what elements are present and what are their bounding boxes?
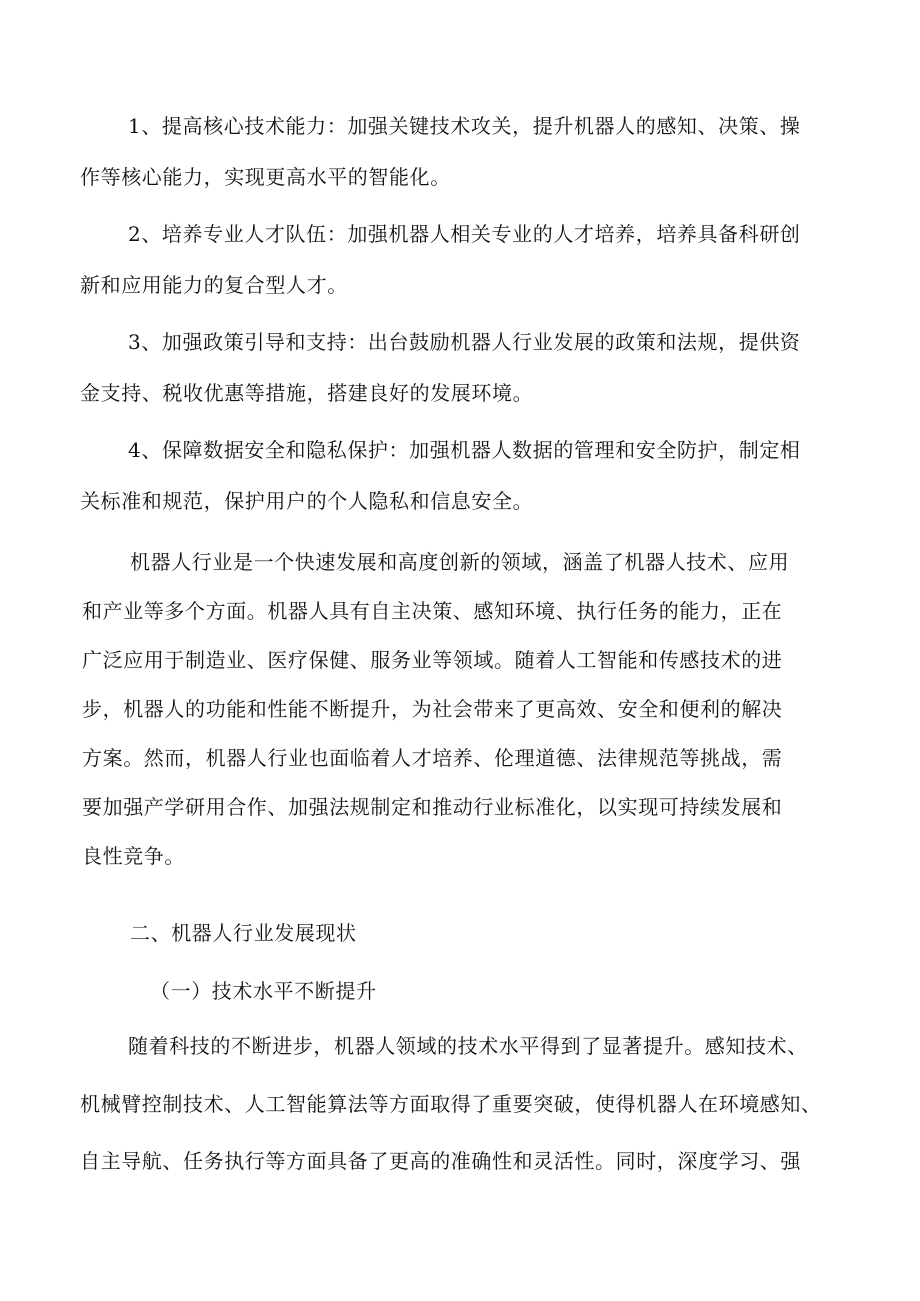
paragraph-line: 作等核心能力，实现更高水平的智能化。 — [80, 165, 451, 189]
section-heading: 二、机器人行业发展现状 — [130, 921, 357, 945]
paragraph-line: 2、培养专业人才队伍：加强机器人相关专业的人才培养，培养具备科研创 — [128, 222, 801, 246]
paragraph-line: 机器人行业是一个快速发展和高度创新的领域，涵盖了机器人技术、应用 — [130, 550, 790, 574]
paragraph-line: 新和应用能力的复合型人才。 — [80, 273, 348, 297]
paragraph-line: 随着科技的不断进步，机器人领域的技术水平得到了显著提升。感知技术、 — [128, 1034, 808, 1058]
subsection-heading: （一）技术水平不断提升 — [150, 979, 377, 1003]
paragraph-line: 方案。然而，机器人行业也面临着人才培养、伦理道德、法律规范等挑战，需 — [82, 746, 783, 770]
paragraph-line: 要加强产学研用合作、加强法规制定和推动行业标准化，以实现可持续发展和 — [82, 795, 783, 819]
paragraph-line: 广泛应用于制造业、医疗保健、服务业等领域。随着人工智能和传感技术的进 — [82, 648, 783, 672]
paragraph-line: 金支持、税收优惠等措施，搭建良好的发展环境。 — [80, 381, 534, 405]
paragraph-line: 和产业等多个方面。机器人具有自主决策、感知环境、执行任务的能力，正在 — [82, 599, 783, 623]
paragraph-line: 3、加强政策引导和支持：出台鼓励机器人行业发展的政策和法规，提供资 — [128, 330, 801, 354]
paragraph-line: 关标准和规范，保护用户的个人隐私和信息安全。 — [80, 489, 534, 513]
paragraph-line: 步，机器人的功能和性能不断提升，为社会带来了更高效、安全和便利的解决 — [82, 697, 783, 721]
paragraph-line: 1、提高核心技术能力：加强关键技术攻关，提升机器人的感知、决策、操 — [128, 114, 801, 138]
paragraph-line: 4、保障数据安全和隐私保护：加强机器人数据的管理和安全防护，制定相 — [128, 438, 801, 462]
paragraph-line: 良性竞争。 — [82, 844, 185, 868]
paragraph-line: 自主导航、任务执行等方面具备了更高的准确性和灵活性。同时，深度学习、强 — [80, 1149, 801, 1173]
paragraph-line: 机械臂控制技术、人工智能算法等方面取得了重要突破，使得机器人在环境感知、 — [80, 1092, 822, 1116]
